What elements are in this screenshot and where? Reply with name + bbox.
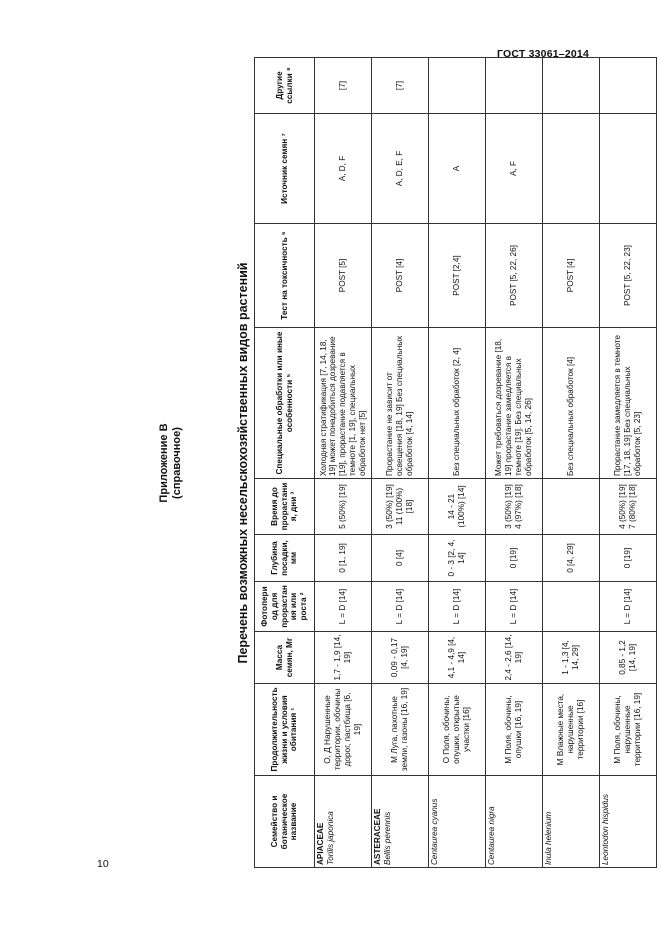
cell-habitat: М Влажные места, нарушенные территории [16]: [543, 684, 600, 776]
species-name: Inula helenium: [544, 811, 553, 865]
cell-family: [543, 776, 600, 868]
cell-refs: [600, 58, 657, 114]
cell-family: [486, 776, 543, 868]
cell-mass: 0,85 - 1,2 [14, 19]: [600, 632, 657, 684]
appendix-title: Приложение В: [158, 423, 170, 503]
cell-germination: 4 (50%) [19] 7 (80%) [18]: [600, 479, 657, 535]
cell-depth: 0 [4]: [372, 535, 429, 582]
species-name: Leontodon hispidus: [601, 793, 610, 865]
col-header-mass: Масса семян, Мг: [255, 632, 315, 684]
cell-refs: [486, 58, 543, 114]
cell-treatment: Без специальных обработок [2, 4]: [429, 328, 486, 479]
cell-treatment: Без специальных обработок [4]: [543, 328, 600, 479]
cell-mass: 0,09 - 0,17 [4, 19]: [372, 632, 429, 684]
cell-treatment: Может требоваться дозревание [18, 19] прорастание замедляется в темноте [19]. Без специальных обработок [5, 14, 26]: [486, 328, 543, 479]
col-header-source: Источник семян ⁷: [255, 114, 315, 224]
cell-depth: 0 [19]: [486, 535, 543, 582]
cell-depth: 0 [1, 19]: [315, 535, 372, 582]
cell-family: [372, 776, 429, 868]
cell-mass: 4,1 - 4,9 [4, 14]: [429, 632, 486, 684]
species-name: Centaurea cyanus: [430, 798, 439, 865]
species-table: [254, 57, 657, 868]
cell-germination: 3 (50%) [19] 4 (97%) [18]: [486, 479, 543, 535]
col-header-treatment: Специальные обработки или иные особенности ⁵: [255, 328, 315, 479]
cell-germination: [543, 479, 600, 535]
cell-source: [543, 114, 600, 224]
cell-treatment: Холодная стратификация [7, 14, 18, 19] может понадобиться дозревание [19], прорастание подавляется в темноте [1, 19], специальных обработок нет [5]: [315, 328, 372, 479]
species-name: Torilis japonica: [325, 811, 335, 865]
cell-toxicity: POST [4]: [372, 224, 429, 328]
cell-toxicity: POST [5, 22, 26]: [486, 224, 543, 328]
cell-toxicity: POST [2,4]: [429, 224, 486, 328]
col-header-refs: Другие ссылки ⁸: [255, 58, 315, 114]
cell-germination: 3 (50%) [19] 11 (100%) [18]: [372, 479, 429, 535]
table-title: Перечень возможных несельскохозяйственных видов растений: [236, 262, 250, 664]
col-header-photoperiod: Фотопериод для прорастания или роста ²: [255, 582, 315, 632]
cell-mass: 1,7 - 1,9 [14, 19]: [315, 632, 372, 684]
cell-refs: [543, 58, 600, 114]
cell-refs: [7]: [315, 58, 372, 114]
table-row: [315, 58, 372, 868]
cell-treatment: Прорастание замедляется в темноте [17, 18, 19] Без специальных обработок [5, 23]: [600, 328, 657, 479]
col-header-habitat: Продолжительность жизни и условия обитания ¹: [255, 684, 315, 776]
cell-photoperiod: L = D [14]: [486, 582, 543, 632]
appendix-note: (справочное): [171, 427, 183, 499]
table-row: [486, 58, 543, 868]
cell-toxicity: POST [5, 22, 23]: [600, 224, 657, 328]
cell-family: [315, 776, 372, 868]
appendix-heading: [158, 58, 184, 868]
cell-source: A: [429, 114, 486, 224]
cell-refs: [7]: [372, 58, 429, 114]
table-row: [372, 58, 429, 868]
rotated-content: [158, 58, 658, 868]
species-name: Centaurea nigra: [487, 806, 496, 865]
cell-photoperiod: L = D [14]: [600, 582, 657, 632]
col-header-depth: Глубина посадки, мм: [255, 535, 315, 582]
cell-toxicity: POST [5]: [315, 224, 372, 328]
page-number: 10: [97, 858, 109, 870]
cell-habitat: О, Д Нарушенные территории, обочины дорог, пастбища [6, 19]: [315, 684, 372, 776]
cell-habitat: О Поля, обочины, опушки, открытые участки [16]: [429, 684, 486, 776]
cell-mass: 2,4 - 2,6 [14, 19]: [486, 632, 543, 684]
cell-family: [429, 776, 486, 868]
cell-photoperiod: L = D [14]: [372, 582, 429, 632]
table-row: [543, 58, 600, 868]
table-header-row: [255, 58, 315, 868]
cell-mass: 1 - 1,3 [4, 14, 29]: [543, 632, 600, 684]
family-name: APIACEAE: [316, 822, 325, 865]
cell-habitat: М Поля, обочины, нарушенные территории [16, 19]: [600, 684, 657, 776]
col-header-toxicity: Тест на токсичность ⁶: [255, 224, 315, 328]
cell-depth: 0 [4, 29]: [543, 535, 600, 582]
cell-source: A, D, E, F: [372, 114, 429, 224]
cell-source: A, D, F: [315, 114, 372, 224]
family-name: ASTERACEAE: [373, 808, 382, 865]
cell-germination: 14 - 21 (100%) [14]: [429, 479, 486, 535]
col-header-germination: Время до прорастания, дни ³: [255, 479, 315, 535]
cell-depth: 0 [19]: [600, 535, 657, 582]
cell-family: [600, 776, 657, 868]
cell-photoperiod: L = D [14]: [429, 582, 486, 632]
cell-toxicity: POST [4]: [543, 224, 600, 328]
cell-photoperiod: L = D [14]: [315, 582, 372, 632]
cell-source: [600, 114, 657, 224]
species-name: Bellis perennis: [382, 811, 392, 865]
cell-source: A, F: [486, 114, 543, 224]
cell-refs: [429, 58, 486, 114]
cell-photoperiod: [543, 582, 600, 632]
cell-habitat: М Поля, обочины, опушки [16, 19]: [486, 684, 543, 776]
cell-germination: 5 (50%) [19]: [315, 479, 372, 535]
table-row: [429, 58, 486, 868]
cell-habitat: М Луга, пахотные земли, газоны [16, 19]: [372, 684, 429, 776]
col-header-family: Семейство и ботаническое название: [255, 776, 315, 868]
cell-treatment: Прорастание не зависит от освещения [18, 19] Без специальных обработок [4, 14]: [372, 328, 429, 479]
document-code: ГОСТ 33061–2014: [496, 48, 589, 60]
table-row: [600, 58, 657, 868]
cell-depth: 0 - 3 [2, 4, 14]: [429, 535, 486, 582]
